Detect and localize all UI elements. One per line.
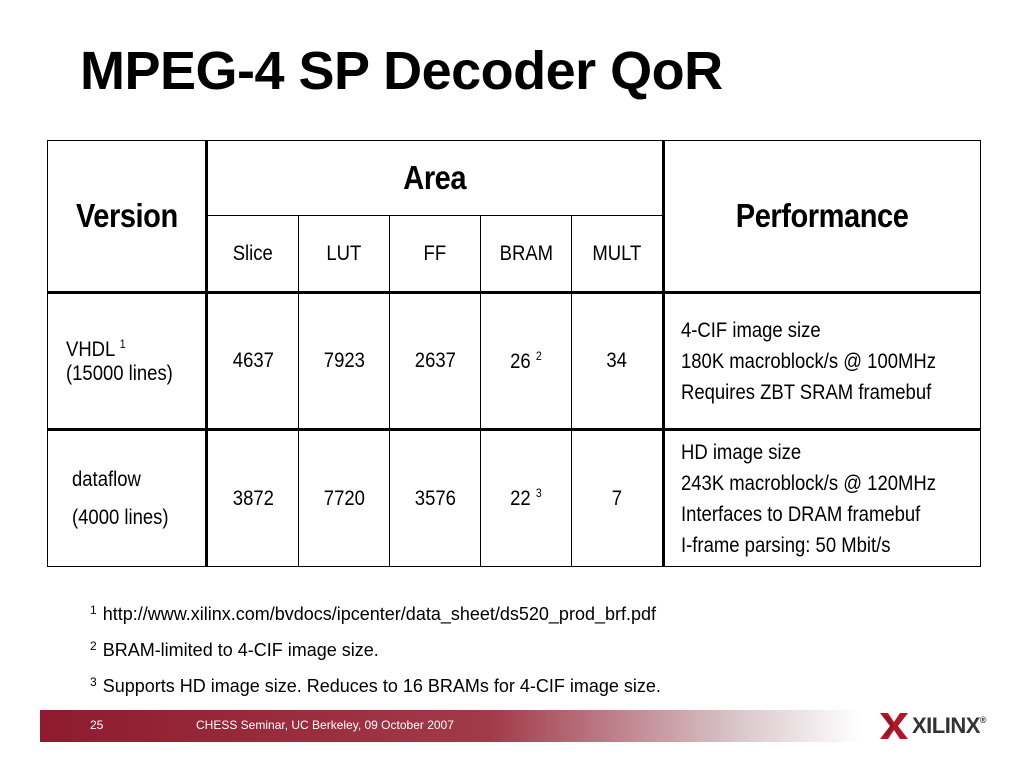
ff-cell: 3576 — [390, 430, 481, 567]
version-cell — [48, 430, 207, 567]
footnote-item — [90, 666, 661, 702]
col-header-mult: MULT — [572, 216, 664, 293]
bram-footnote-marker: 3 — [535, 486, 542, 500]
footer-event-text: CHESS Seminar, UC Berkeley, 09 October 2007 — [196, 718, 454, 732]
col-header-lut: LUT — [299, 216, 390, 293]
area-header: Area — [403, 159, 467, 196]
footnote-marker: 3 — [90, 675, 97, 689]
footnote-text: BRAM-limited to 4-CIF image size. — [102, 640, 379, 660]
performance-cell: HD image size 243K macroblock/s @ 120MHz Interfaces to DRAM framebuf I-frame parsing: 50 Mbit/s — [664, 430, 981, 567]
slice-cell: 4637 — [207, 293, 299, 430]
version-lines: (15000 lines) — [66, 361, 173, 385]
mult-cell: 34 — [572, 293, 664, 430]
col-header-bram: BRAM — [481, 216, 572, 293]
col-header-ff: FF — [390, 216, 481, 293]
xilinx-x-mark-icon — [880, 713, 908, 739]
lut-cell: 7720 — [299, 430, 390, 567]
footnote-link[interactable]: http://www.xilinx.com/bvdocs/ipcenter/data_sheet/ds520_prod_brf.pdf — [102, 604, 657, 624]
performance-cell: 4-CIF image size 180K macroblock/s @ 100MHz Requires ZBT SRAM framebuf — [664, 293, 981, 430]
mult-cell: 7 — [572, 430, 664, 567]
footnote-item — [90, 594, 661, 630]
footnotes — [90, 594, 661, 702]
slide-title: MPEG-4 SP Decoder QoR — [80, 41, 723, 101]
slice-cell: 3872 — [207, 430, 299, 567]
ff-cell: 2637 — [390, 293, 481, 430]
footnote-item — [90, 630, 661, 666]
performance-header-cell — [664, 141, 981, 293]
footnote-marker: 1 — [90, 603, 97, 617]
version-cell — [48, 293, 207, 430]
version-header: Version — [75, 197, 178, 234]
bram-cell: 22 $^3$ — [481, 430, 572, 567]
xilinx-logo — [880, 709, 986, 743]
version-lines: (4000 lines) — [72, 505, 169, 529]
bram-footnote-marker: 2 — [535, 348, 542, 363]
logo-wordmark: XILINX® — [912, 713, 987, 738]
col-header-slice: Slice — [207, 216, 299, 293]
footnote-text: Supports HD image size. Reduces to 16 BRAMs for 4-CIF image size. — [102, 676, 661, 696]
performance-header: Performance — [736, 197, 909, 234]
bram-cell: 26 $^2$ — [481, 293, 572, 430]
version-footnote-marker: 1 — [119, 336, 126, 351]
table-row — [48, 430, 981, 567]
table-row — [48, 293, 981, 430]
version-header-cell — [48, 141, 207, 293]
footnote-marker: 2 — [90, 639, 97, 653]
lut-cell: 7923 — [299, 293, 390, 430]
page-number: 25 — [90, 718, 104, 732]
version-name: VHDL — [66, 337, 115, 361]
area-header-cell — [207, 141, 664, 216]
version-name: dataflow — [72, 467, 141, 491]
qor-table — [47, 140, 981, 567]
